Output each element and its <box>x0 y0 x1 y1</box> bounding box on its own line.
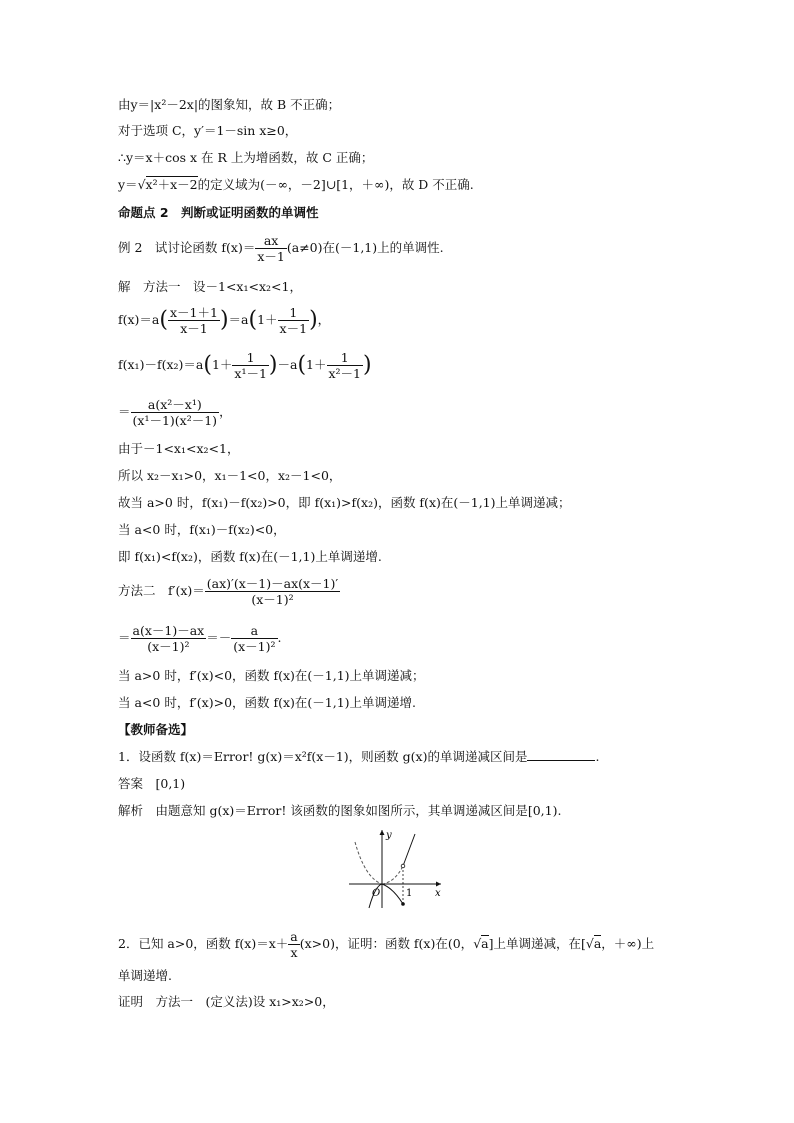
function-graph <box>345 826 445 911</box>
x-axis-arrow <box>436 882 441 887</box>
analysis-line: 解析 由题意知 g(x)＝Error! 该函数的图象如图所示，其单调递减区间是[0,1). <box>118 803 562 818</box>
question-1: 1．设函数 f(x)＝Error! g(x)＝x²f(x－1)，则函数 g(x)的单调递减区间是 . <box>118 749 600 764</box>
x-axis-label: x <box>435 888 441 899</box>
fraction: $\frac{1}{\text{x²－1}}$ <box>328 350 362 381</box>
text-line: 对于选项 C，y′＝1－sin x≥0， <box>118 123 298 138</box>
question-2: 2．已知 a>0，函数 f(x)＝x＋ $\frac{a}{x}$ (x>0)，证明：函数 f(x)在(0，√a]上单调递减，在[√a，＋∞)上 <box>118 929 655 960</box>
formula-line: 方法二 f′(x)＝ $\frac{(ax)'(x-1)-ax(x-1)'}{\text{(x－1)²}}$ <box>118 576 339 607</box>
dashed-curve-left <box>355 842 382 884</box>
answer-blank <box>527 749 595 761</box>
solid-curve-right <box>403 834 415 866</box>
fraction: $\frac{(ax)'(x-1)-ax(x-1)'}{\text{(x－1)²}}$ <box>206 576 339 607</box>
formula-line: ＝ $\frac{\text{a(x²－x¹)}}{\text{(x¹－1)(x²－1)}}$ ， <box>118 397 232 428</box>
formula-line: f(x)＝a( $\frac{x-1+1}{x-1}$ )＝a(1＋ $\frac{1}{x-1}$ )， <box>118 305 331 336</box>
sqrt-sign: √ <box>137 177 146 192</box>
tick-label: 1 <box>406 888 413 899</box>
text-line: 由y＝|x²－2x|的图象知，故 B 不正确； <box>118 97 341 112</box>
sqrt-sign: √ <box>473 936 482 951</box>
fraction: $\frac{1}{x-1}$ <box>279 305 308 336</box>
proof-line: 证明 方法一 (定义法)设 x₁>x₂>0， <box>118 994 335 1009</box>
fraction: $\frac{ax}{x-1}$ <box>257 233 285 264</box>
formula-line: f(x₁)－f(x₂)＝a(1＋ $\frac{1}{\text{x¹－1}}$ )－a(1＋ $\frac{1}{\text{x²－1}}$ ) <box>118 350 372 381</box>
fraction: $\frac{a}{\text{(x－1)²}}$ <box>233 623 276 654</box>
fraction: $\frac{x-1+1}{x-1}$ <box>169 305 218 336</box>
text-line: 所以 x₂－x₁>0，x₁－1<0，x₂－1<0， <box>118 468 342 483</box>
formula-line: ＝ $\frac{a(x-1)-ax}{\text{(x－1)²}}$ ＝－ $\frac{a}{\text{(x－1)²}}$ . <box>118 623 282 654</box>
fraction: $\frac{\text{a(x²－x¹)}}{\text{(x¹－1)(x²－1)}}$ <box>132 397 218 428</box>
text-line: 当 a<0 时，f′(x)>0，函数 f(x)在(－1,1)上单调递增. <box>118 695 417 710</box>
text-line: 故当 a>0 时，f(x₁)－f(x₂)>0，即 f(x₁)>f(x₂)，函数 f(x)在(－1,1)上单调递减； <box>118 495 571 510</box>
open-point <box>401 864 405 868</box>
origin-label: O <box>372 888 381 899</box>
section-heading: 命题点 2 判断或证明函数的单调性 <box>118 205 319 220</box>
closed-point <box>401 902 405 906</box>
text-line: 当 a>0 时，f′(x)<0，函数 f(x)在(－1,1)上单调递减； <box>118 668 425 683</box>
text-line: y＝√x²＋x－2的定义域为(－∞，－2]∪[1，＋∞)，故 D 不正确. <box>118 177 474 192</box>
fraction: $\frac{a}{x}$ <box>290 929 298 960</box>
fraction: $\frac{1}{\text{x¹－1}}$ <box>234 350 267 381</box>
text-line: ∴y＝x＋cos x 在 R 上为增函数，故 C 正确； <box>118 150 374 165</box>
dashed-curve-right <box>382 866 403 884</box>
section-tag: 【教师备选】 <box>118 722 194 737</box>
text-line: 当 a<0 时，f(x₁)－f(x₂)<0， <box>118 522 286 537</box>
text-line: 解 方法一 设－1<x₁<x₂<1， <box>118 279 302 294</box>
text-line: 单调递增. <box>118 968 172 983</box>
text-line: 即 f(x₁)<f(x₂)，函数 f(x)在(－1,1)上单调递增. <box>118 549 382 564</box>
text-line: 由于－1<x₁<x₂<1， <box>118 441 240 456</box>
example-statement: 例 2 试讨论函数 f(x)＝ $\frac{ax}{x-1}$ (a≠0)在(－1,1)上的单调性. <box>118 233 444 264</box>
fraction: $\frac{a(x-1)-ax}{\text{(x－1)²}}$ <box>132 623 205 654</box>
sqrt-sign: √ <box>585 936 594 951</box>
y-axis-label: y <box>386 830 392 841</box>
answer-line: 答案 [0,1) <box>118 776 186 791</box>
y-axis-arrow <box>380 830 385 835</box>
